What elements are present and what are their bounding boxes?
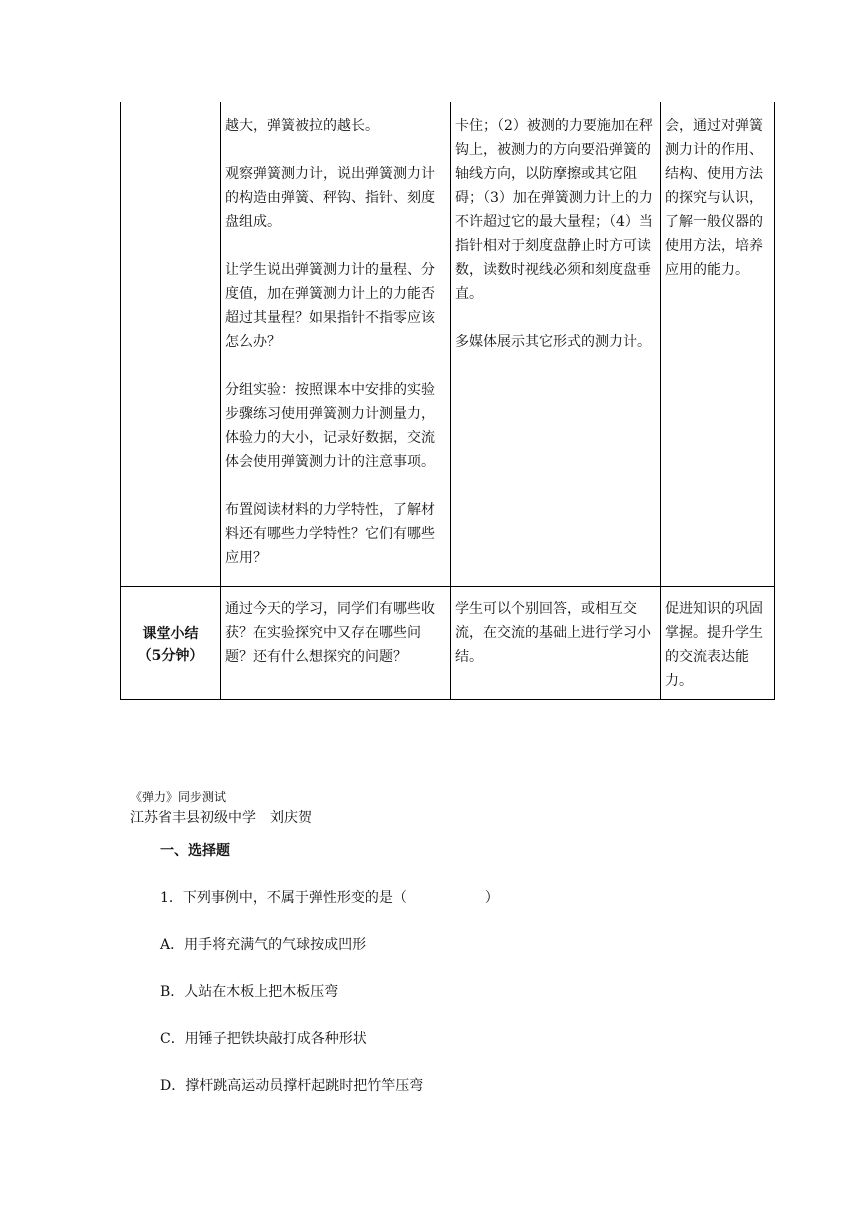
activity-paragraph: 越大，弹簧被拉的越长。: [225, 118, 379, 134]
teacher-activity-cell: [221, 102, 451, 587]
student-activity-cell: [451, 587, 661, 700]
student-paragraph: 多媒体展示其它形式的测力计。: [455, 334, 651, 350]
lesson-plan-table: [120, 102, 775, 700]
intent-paragraph: 会，通过对弹簧测力计的作用、结构、使用方法的探究与认识，了解一般仪器的使用方法，培养应用的能力。: [665, 118, 763, 278]
question-1: [160, 887, 499, 909]
design-intent-cell: [661, 102, 775, 587]
section-heading: 一、选择题: [160, 843, 230, 859]
student-paragraph: 学生可以个别回答，或相互交流，在交流的基础上进行学习小结。: [455, 601, 651, 665]
student-paragraph: 卡住；（2）被测的力要施加在秤钩上，被测力的方向要沿弹簧的轴线方向，以防摩擦或其它阻碍；（3）加在弹簧测力计上的力不许超过它的最大量程；（4）当指针相对于刻度盘静止时方可读数，读数时视线必须和刻度盘垂直。: [455, 118, 653, 302]
design-intent-cell: [661, 587, 775, 700]
stage-label-cell: [121, 587, 221, 700]
activity-paragraph: 布置阅读材料的力学特性，了解材料还有哪些力学特性？它们有哪些应用？: [225, 502, 435, 566]
question-close: ）: [484, 890, 499, 906]
option-d: D．撑杆跳高运动员撑杆起跳时把竹竿压弯: [160, 1078, 424, 1094]
activity-paragraph: 观察弹簧测力计，说出弹簧测力计的构造由弹簧、秤钩、指针、刻度盘组成。: [225, 166, 435, 230]
stage-label: 课堂小结: [142, 626, 199, 642]
intent-paragraph: 促进知识的巩固掌握。提升学生的交流表达能力。: [665, 601, 763, 689]
activity-paragraph: 分组实验：按照课本中安排的实验步骤练习使用弹簧测力计测量力，体验力的大小，记录好数据，交流体会使用弹簧测力计的注意事项。: [225, 382, 435, 470]
table-row: [121, 102, 775, 587]
student-activity-cell: [451, 102, 661, 587]
quiz-section: [130, 788, 499, 1097]
activity-paragraph: 通过今天的学习，同学们有哪些收获？在实验探究中又存在哪些问题？还有什么想探究的问题？: [225, 601, 435, 665]
teacher-activity-cell: [221, 587, 451, 700]
option-c: C．用锤子把铁块敲打成各种形状: [160, 1031, 367, 1047]
quiz-title: 《弹力》同步测试: [130, 790, 227, 804]
stage-duration: （5分钟）: [137, 648, 204, 664]
quiz-author: 江苏省丰县初级中学 刘庆贺: [130, 810, 312, 826]
question-text: 1．下列事例中，不属于弹性形变的是（: [160, 890, 407, 906]
stage-label-cell: [121, 102, 221, 587]
option-b: B．人站在木板上把木板压弯: [160, 984, 339, 1000]
option-a: A．用手将充满气的气球按成凹形: [160, 937, 367, 953]
table-row: [121, 587, 775, 700]
activity-paragraph: 让学生说出弹簧测力计的量程、分度值，加在弹簧测力计上的力能否超过其量程？如果指针不指零应该怎么办？: [225, 262, 435, 350]
